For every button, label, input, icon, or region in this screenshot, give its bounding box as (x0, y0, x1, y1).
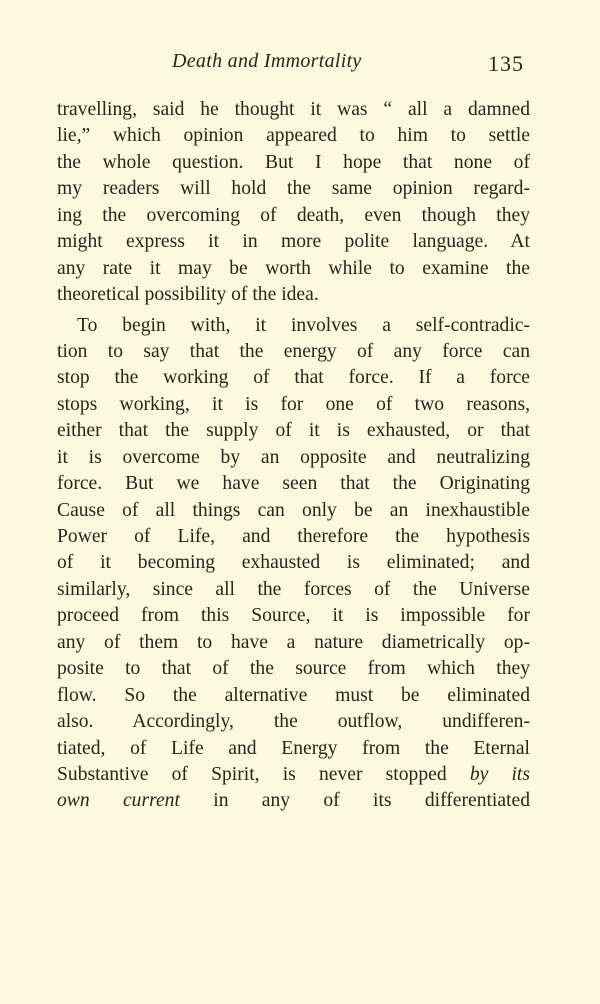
emphasis-text: by its (469, 763, 530, 785)
paragraph-1 (57, 97, 530, 309)
text-line: my readers will hold the same opinion regard- (57, 178, 530, 200)
text-line: To begin with, it involves a self-contradic- (77, 314, 530, 336)
text-line: stop the working of that force. If a force (57, 367, 530, 389)
text-line: similarly, since all the forces of the Universe (57, 578, 530, 600)
text-line: tiated, of Life and Energy from the Eternal (57, 737, 530, 759)
text-line: either that the supply of it is exhausted, or that (57, 420, 530, 442)
text-line: also. Accordingly, the outflow, undifferen- (57, 711, 530, 733)
text-line: travelling, said he thought it was “ all a damned (57, 99, 530, 120)
text-line: ing the overcoming of death, even though they (57, 204, 530, 226)
text-line (57, 762, 530, 788)
text-span: Substantive of Spirit, is never stopped (57, 763, 470, 785)
text-line (57, 788, 530, 814)
emphasis-text: own current (57, 790, 180, 812)
text-line: force. But we have seen that the Originating (57, 473, 530, 495)
text-line: theoretical possibility of the idea. (57, 284, 319, 306)
text-line: tion to say that the energy of any force can (57, 340, 530, 362)
text-line: posite to that of the source from which they (57, 658, 530, 680)
text-line: of it becoming exhausted is eliminated; and (57, 552, 530, 574)
paragraph-2 (57, 313, 530, 815)
text-line: lie,” which opinion appeared to him to settle (57, 125, 530, 147)
text-line: it is overcome by an opposite and neutralizing (57, 446, 530, 468)
running-title: Death and Immortality (172, 50, 362, 72)
text-line: Power of Life, and therefore the hypothesis (57, 526, 530, 547)
text-line: stops working, it is for one of two reasons, (57, 393, 530, 415)
running-header (0, 50, 600, 80)
text-line: any of them to have a nature diametrically op- (57, 631, 530, 653)
text-line: proceed from this Source, it is impossible for (57, 605, 530, 627)
text-line: Cause of all things can only be an inexhaustible (57, 499, 530, 521)
body-text (57, 97, 530, 815)
text-span: in any of its differentiated (179, 790, 531, 812)
text-line: might express it in more polite language. At (57, 231, 530, 253)
text-line: the whole question. But I hope that none of (57, 151, 530, 173)
text-line: any rate it may be worth while to examine the (57, 257, 530, 279)
text-line: flow. So the alternative must be eliminated (57, 684, 530, 706)
page-number: 135 (488, 51, 524, 76)
